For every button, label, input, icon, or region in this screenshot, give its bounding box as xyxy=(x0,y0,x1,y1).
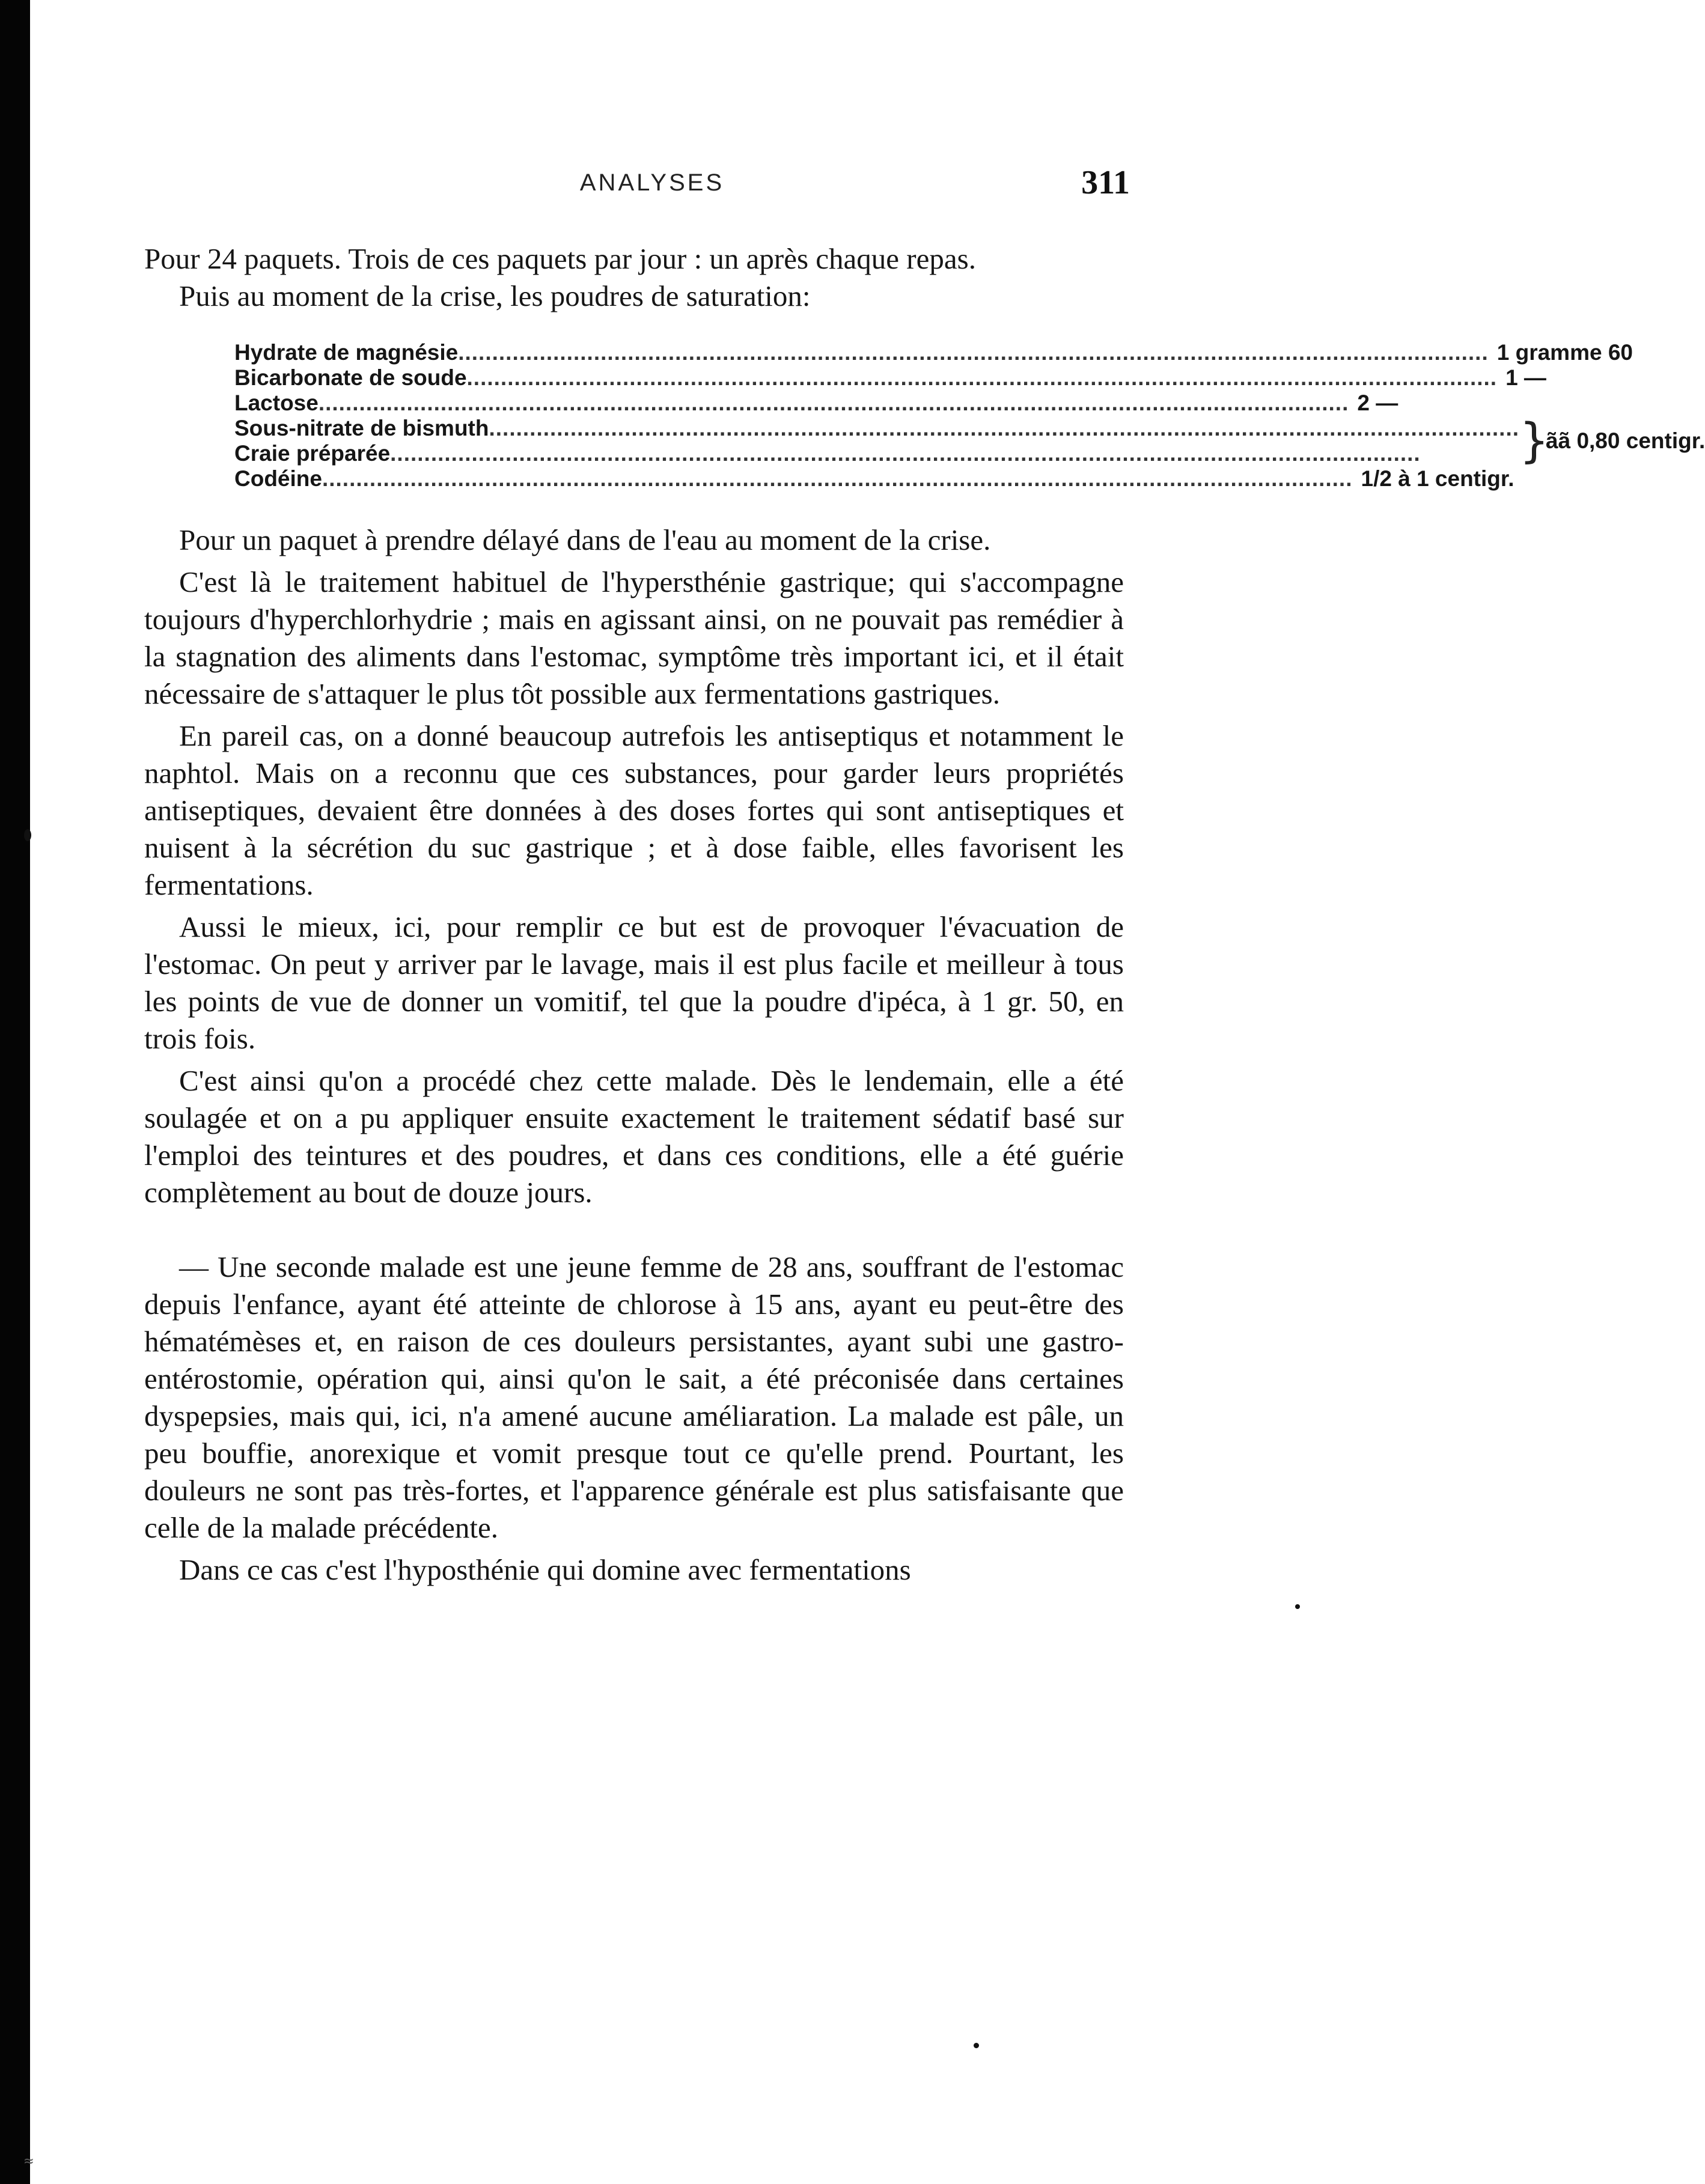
prescription-row xyxy=(234,466,1514,491)
paragraph-hyposthenia: Dans ce cas c'est l'hyposthénie qui domine avec fermentations xyxy=(179,1553,911,1586)
margin-ink-mark xyxy=(24,829,31,841)
leader-dots xyxy=(489,416,1519,441)
ingredient-quantity: ãã 0,80 centigr. xyxy=(1546,428,1705,453)
ingredient-name: Hydrate de magnésie xyxy=(234,340,459,365)
paragraph-second-patient: — Une seconde malade est une jeune femme de 28 ans, souffrant de l'estomac depuis l'enfance, ayant été atteinte de chlorose à 15 ans, ayant eu peut-être des hématémèses et, en raison de ces douleurs persistantes, ayant subi une gastro-entérostomie, opération qui, ainsi qu'on le sait, a été préconisée dans certaines dyspepsies, mais qui, ici, n'a amené aucune améliaration. La malade est pâle, un peu bouffie, anorexique et vomit presque tout ce qu'elle prend. Pourtant, les douleurs ne sont pas très-fortes, et l'apparence générale est plus satisfaisante que celle de la malade précédente. xyxy=(144,1250,1124,1544)
prescription-row xyxy=(234,365,1546,391)
grouping-brace: } xyxy=(1519,414,1549,468)
ingredient-name: Bicarbonate de soude xyxy=(234,365,467,390)
leader-dots xyxy=(319,391,1349,416)
prescription-table xyxy=(234,340,1705,491)
page-body xyxy=(144,240,1705,1589)
prescription-row xyxy=(234,340,1633,365)
leader-dots xyxy=(322,466,1353,491)
ingredient-name: Craie préparée xyxy=(234,441,391,466)
leader-dots xyxy=(467,365,1498,391)
paragraph-evacuation: Aussi le mieux, ici, pour remplir ce but est de provoquer l'évacuation de l'estomac. On peut y arriver par le lavage, mais il est plus facile et meilleur à tous les points de vue de donner un vomitif, tel que la poudre d'ipéca, à 1 gr. 50, en trois fois. xyxy=(144,910,1124,1055)
margin-ink-mark xyxy=(1295,1604,1300,1609)
prescription-row xyxy=(234,416,1519,441)
ingredient-name: Codéine xyxy=(234,466,322,491)
paragraph-antiseptics: En pareil cas, on a donné beaucoup autrefois les antiseptiqus et notamment le naphtol. Mais on a reconnu que ces substances, pour garder leurs propriétés antiseptiques, devaient être données à des doses fortes qui sont antiseptiques et nuisent à la sécrétion du suc gastrique ; et à dose faible, elles favorisent les fermentations. xyxy=(144,719,1124,901)
paragraph-usage: Pour un paquet à prendre délayé dans de l'eau au moment de la crise. xyxy=(179,523,991,556)
page-number: 311 xyxy=(1081,164,1130,201)
paragraph-treatment: C'est là le traitement habituel de l'hypersthénie gastrique; qui s'accompagne toujours d'hyperchlorhydrie ; mais en agissant ainsi, on ne pouvait pas remédier à la stagnation des aliments dans l'estomac, symptôme très important ici, et il était nécessaire de s'attaquer le plus tôt possible aux fermentations gastriques. xyxy=(144,565,1124,710)
book-binding-edge xyxy=(0,0,30,2184)
paragraph-saturation-powders: Puis au moment de la crise, les poudres de saturation: xyxy=(179,279,811,312)
prescription-row xyxy=(234,391,1398,416)
prescription-row xyxy=(234,441,1519,466)
ingredient-name: Lactose xyxy=(234,391,319,415)
ingredient-name: Sous-nitrate de bismuth xyxy=(234,416,489,440)
running-title: ANALYSES xyxy=(579,169,725,196)
paragraph-prescription-dosage: Pour 24 paquets. Trois de ces paquets par jour : un après chaque repas. xyxy=(144,242,976,275)
prescription-grouped-rows xyxy=(234,414,1705,468)
scan-corner-smudge: ≈ xyxy=(24,2152,34,2170)
ingredient-quantity: 1 — xyxy=(1505,365,1546,390)
leader-dots xyxy=(390,441,1519,466)
paragraph-outcome: C'est ainsi qu'on a procédé chez cette malade. Dès le lendemain, elle a été soulagée et on a pu appliquer ensuite exactement le traitement sédatif basé sur l'emploi des teintures et des poudres, et dans ces conditions, elle a été guérie complètement au bout de douze jours. xyxy=(144,1064,1124,1209)
ingredient-quantity: 1 gramme 60 xyxy=(1496,340,1633,365)
page-ink-speck xyxy=(974,2043,979,2048)
page-header xyxy=(174,163,1130,205)
leader-dots xyxy=(458,340,1489,365)
ingredient-quantity: 1/2 à 1 centigr. xyxy=(1361,466,1514,491)
ingredient-quantity: 2 — xyxy=(1357,391,1398,415)
